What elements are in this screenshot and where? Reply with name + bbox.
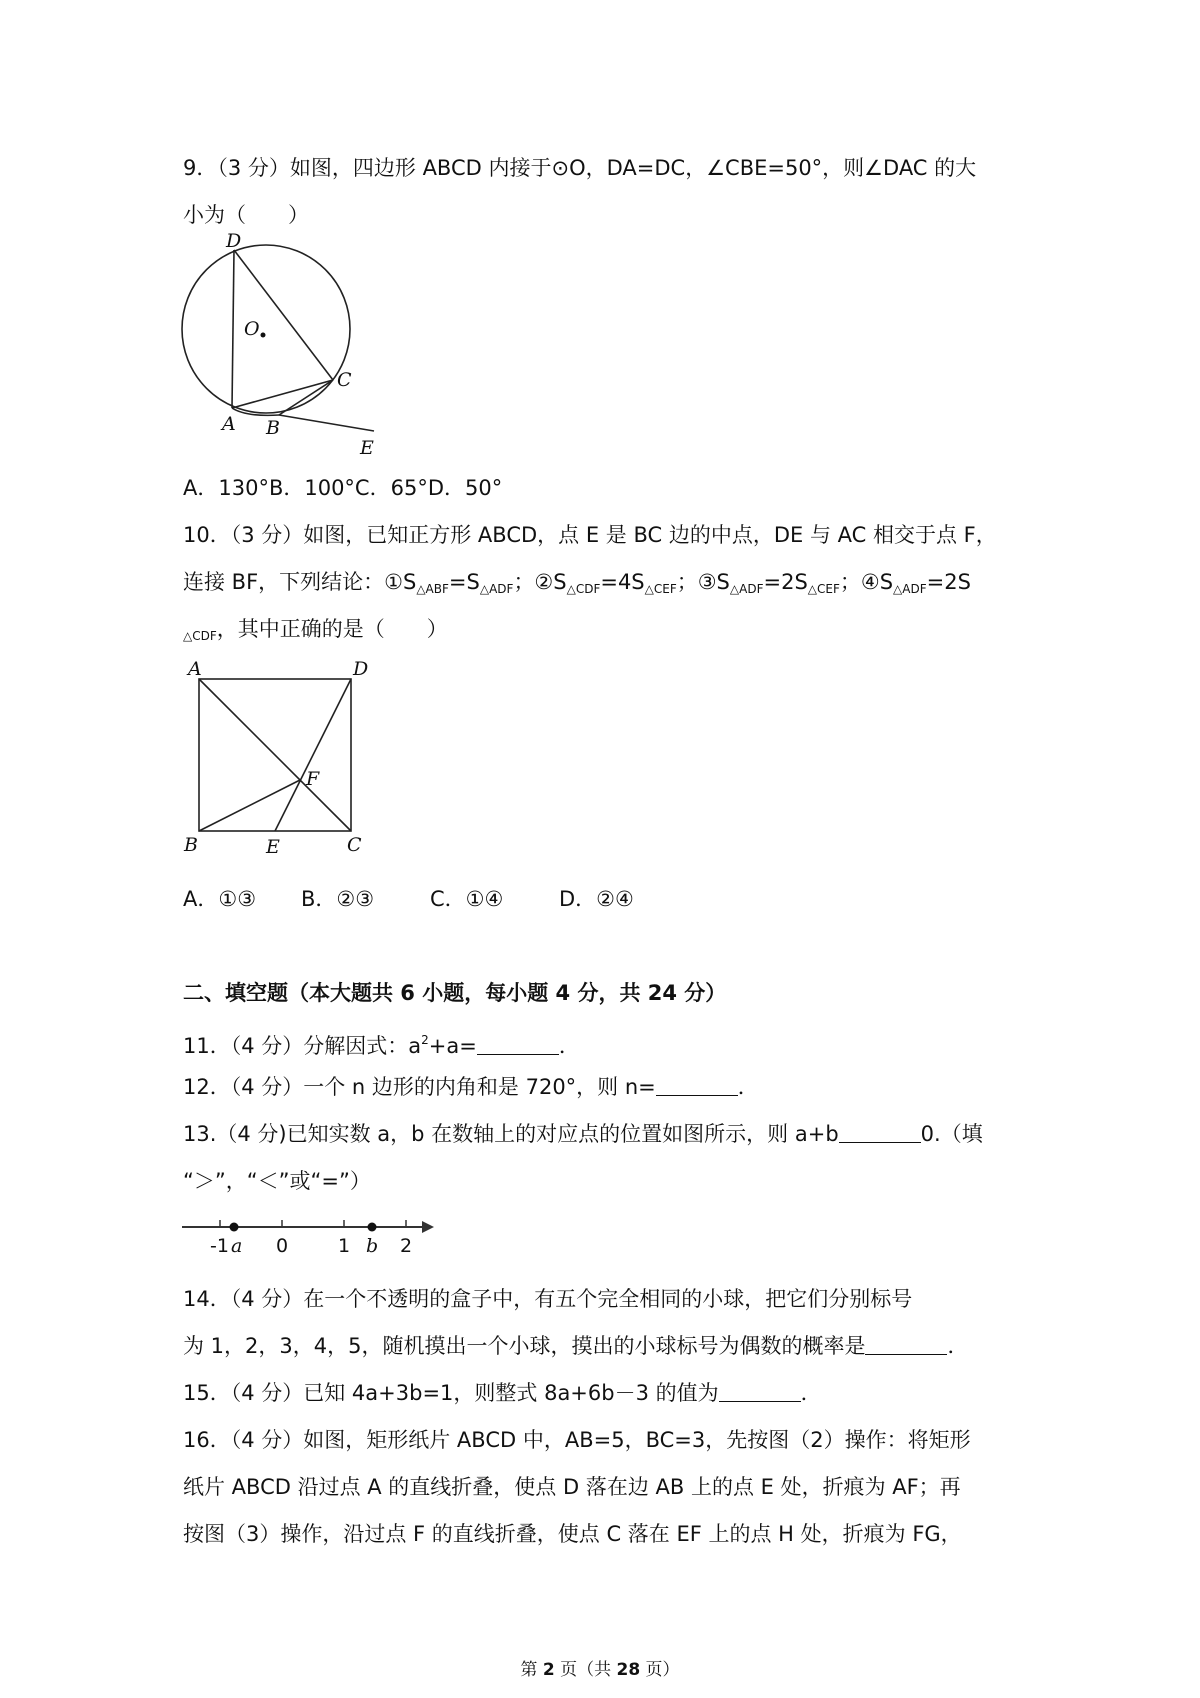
q10-stem-line1: 10．（3 分）如图，已知正方形 ABCD，点 E 是 BC 边的中点，DE 与 AC 相交于点 F， — [183, 523, 997, 547]
q13-tick-label-2: 2 — [400, 1235, 413, 1257]
footer-post: 页） — [640, 1660, 680, 1680]
q13-tick-label-1: 1 — [338, 1235, 351, 1257]
q10-options — [183, 884, 634, 914]
q11-exponent: 2 — [421, 1033, 429, 1047]
q10-label-b: B — [184, 834, 198, 856]
q9-circle-figure — [178, 230, 388, 459]
q10-sub-abf: △ABF — [416, 582, 449, 596]
q10-eq4: =2S — [926, 570, 971, 594]
q13-label-b: b — [366, 1235, 379, 1257]
q10-option-b: B．②③ — [301, 887, 375, 911]
q10-mid3: ；④S — [839, 570, 894, 594]
q15-stem — [183, 1378, 822, 1408]
q10-option-c: C．①④ — [430, 887, 504, 911]
q16-stem-line1: 16．（4 分）如图，矩形纸片 ABCD 中，AB=5，BC=3，先按图（2）操作：将矩形 — [183, 1428, 971, 1452]
q10-diagonal-ac — [199, 679, 351, 831]
q13-stem-line1 — [183, 1119, 983, 1149]
q14-prefix: 为 1，2，3，4，5，随机摸出一个小球，摸出的小球标号为偶数的概率是 — [183, 1334, 866, 1358]
q10-sub-cef-1: △CEF — [644, 582, 677, 596]
q15-prefix: 15．（4 分）已知 4a+3b=1，则整式 8a+6b－3 的值为 — [183, 1381, 719, 1405]
footer-total-pages: 28 — [616, 1660, 641, 1680]
q13-label-a: a — [231, 1235, 243, 1257]
q13-point-a — [230, 1223, 239, 1232]
q10-sub-cef-2: △CEF — [807, 582, 840, 596]
q14-end: ． — [947, 1334, 969, 1358]
q9-segment-da — [232, 250, 234, 408]
q9-label-c: C — [337, 369, 352, 391]
q9-segment-bc — [279, 380, 333, 415]
q10-stem-line3 — [183, 614, 448, 651]
q11-answer-blank — [477, 1034, 559, 1055]
q10-line3-suffix: ，其中正确的是（ ） — [216, 617, 448, 641]
q9-label-b: B — [266, 417, 280, 439]
q10-label-f: F — [306, 768, 320, 790]
q13-axis-arrow — [422, 1221, 434, 1233]
q10-label-c: C — [347, 834, 362, 856]
q10-sub-adf-3: △ADF — [893, 582, 927, 596]
q9-options: A．130°B．100°C．65°D．50° — [183, 476, 503, 500]
q10-eq1: =S — [448, 570, 480, 594]
section2-heading: 二、填空题（本大题共 6 小题，每小题 4 分，共 24 分） — [183, 981, 727, 1005]
q13-number-line — [182, 1210, 442, 1258]
q10-option-d: D．②④ — [559, 887, 634, 911]
q10-sub-adf-1: △ADF — [479, 582, 514, 596]
q10-sub-cdf-2: △CDF — [183, 629, 217, 643]
q9-circle — [182, 245, 350, 413]
q10-segment-bf — [199, 780, 300, 831]
q10-square-figure — [180, 658, 380, 861]
q10-stem-line2 — [183, 567, 971, 604]
q12-stem — [183, 1072, 759, 1102]
q9-segment-dc — [234, 250, 333, 380]
q13-point-b — [368, 1223, 377, 1232]
q9-label-o: O — [244, 318, 260, 340]
q15-answer-blank — [719, 1381, 801, 1402]
q13-line1-end: 0.（填 — [920, 1122, 983, 1146]
q13-tick-label-0: 0 — [276, 1235, 289, 1257]
footer-pre: 第 — [520, 1660, 543, 1680]
q10-segment-de — [275, 679, 351, 831]
q15-end: ． — [800, 1381, 822, 1405]
q16-stem-line2: 纸片 ABCD 沿过点 A 的直线折叠，使点 D 落在边 AB 上的点 E 处，折痕为 AF；再 — [183, 1475, 961, 1499]
q10-sub-cdf-1: △CDF — [566, 582, 601, 596]
q11-prefix: 11．（4 分）分解因式：a — [183, 1034, 422, 1058]
q13-tick-label-neg1: -1 — [210, 1235, 229, 1257]
q10-label-a: A — [188, 658, 202, 680]
q16-stem-line3: 按图（3）操作，沿过点 F 的直线折叠，使点 C 落在 EF 上的点 H 处，折痕为 FG， — [183, 1522, 962, 1546]
q9-segment-ac — [232, 380, 333, 408]
q9-label-e: E — [360, 437, 374, 459]
q9-label-d: D — [226, 230, 242, 252]
footer-page-number: 2 — [542, 1660, 555, 1680]
q12-answer-blank — [656, 1075, 738, 1096]
q10-eq2: =4S — [600, 570, 645, 594]
q9-stem-line1: 9．（3 分）如图，四边形 ABCD 内接于⊙O，DA=DC，∠CBE=50°，则∠DAC 的大 — [183, 156, 977, 180]
q10-sub-adf-2: △ADF — [729, 582, 764, 596]
q10-line2-prefix: 连接 BF，下列结论：①S — [183, 570, 417, 594]
q14-stem-line1: 14．（4 分）在一个不透明的盒子中，有五个完全相同的小球，把它们分别标号 — [183, 1287, 913, 1311]
footer-mid: 页（共 — [554, 1660, 617, 1680]
q13-answer-blank — [839, 1122, 921, 1143]
q11-end: ． — [558, 1034, 580, 1058]
q10-label-d: D — [353, 658, 369, 680]
q9-stem-line2: 小为（ ） — [183, 203, 309, 227]
page-footer — [0, 1658, 1200, 1682]
q13-stem-line2: “＞”，“＜”或“=”） — [183, 1169, 371, 1193]
q10-eq3: =2S — [763, 570, 808, 594]
q14-answer-blank — [865, 1334, 947, 1355]
q13-prefix: 13.（4 分)已知实数 a，b 在数轴上的对应点的位置如图所示，则 a+b — [183, 1122, 839, 1146]
q14-stem-line2 — [183, 1331, 968, 1361]
q12-prefix: 12．（4 分）一个 n 边形的内角和是 720°，则 n= — [183, 1075, 656, 1099]
q10-mid2: ；③S — [676, 570, 730, 594]
q10-mid1: ；②S — [513, 570, 567, 594]
q9-label-a: A — [222, 413, 236, 435]
q11-stem — [183, 1025, 580, 1061]
q9-center-dot — [261, 333, 266, 338]
q9-segment-be — [279, 415, 374, 431]
q11-plus-a: +a= — [428, 1034, 477, 1058]
q10-option-a: A．①③ — [183, 887, 257, 911]
q12-end: ． — [737, 1075, 759, 1099]
q10-label-e: E — [266, 836, 280, 858]
